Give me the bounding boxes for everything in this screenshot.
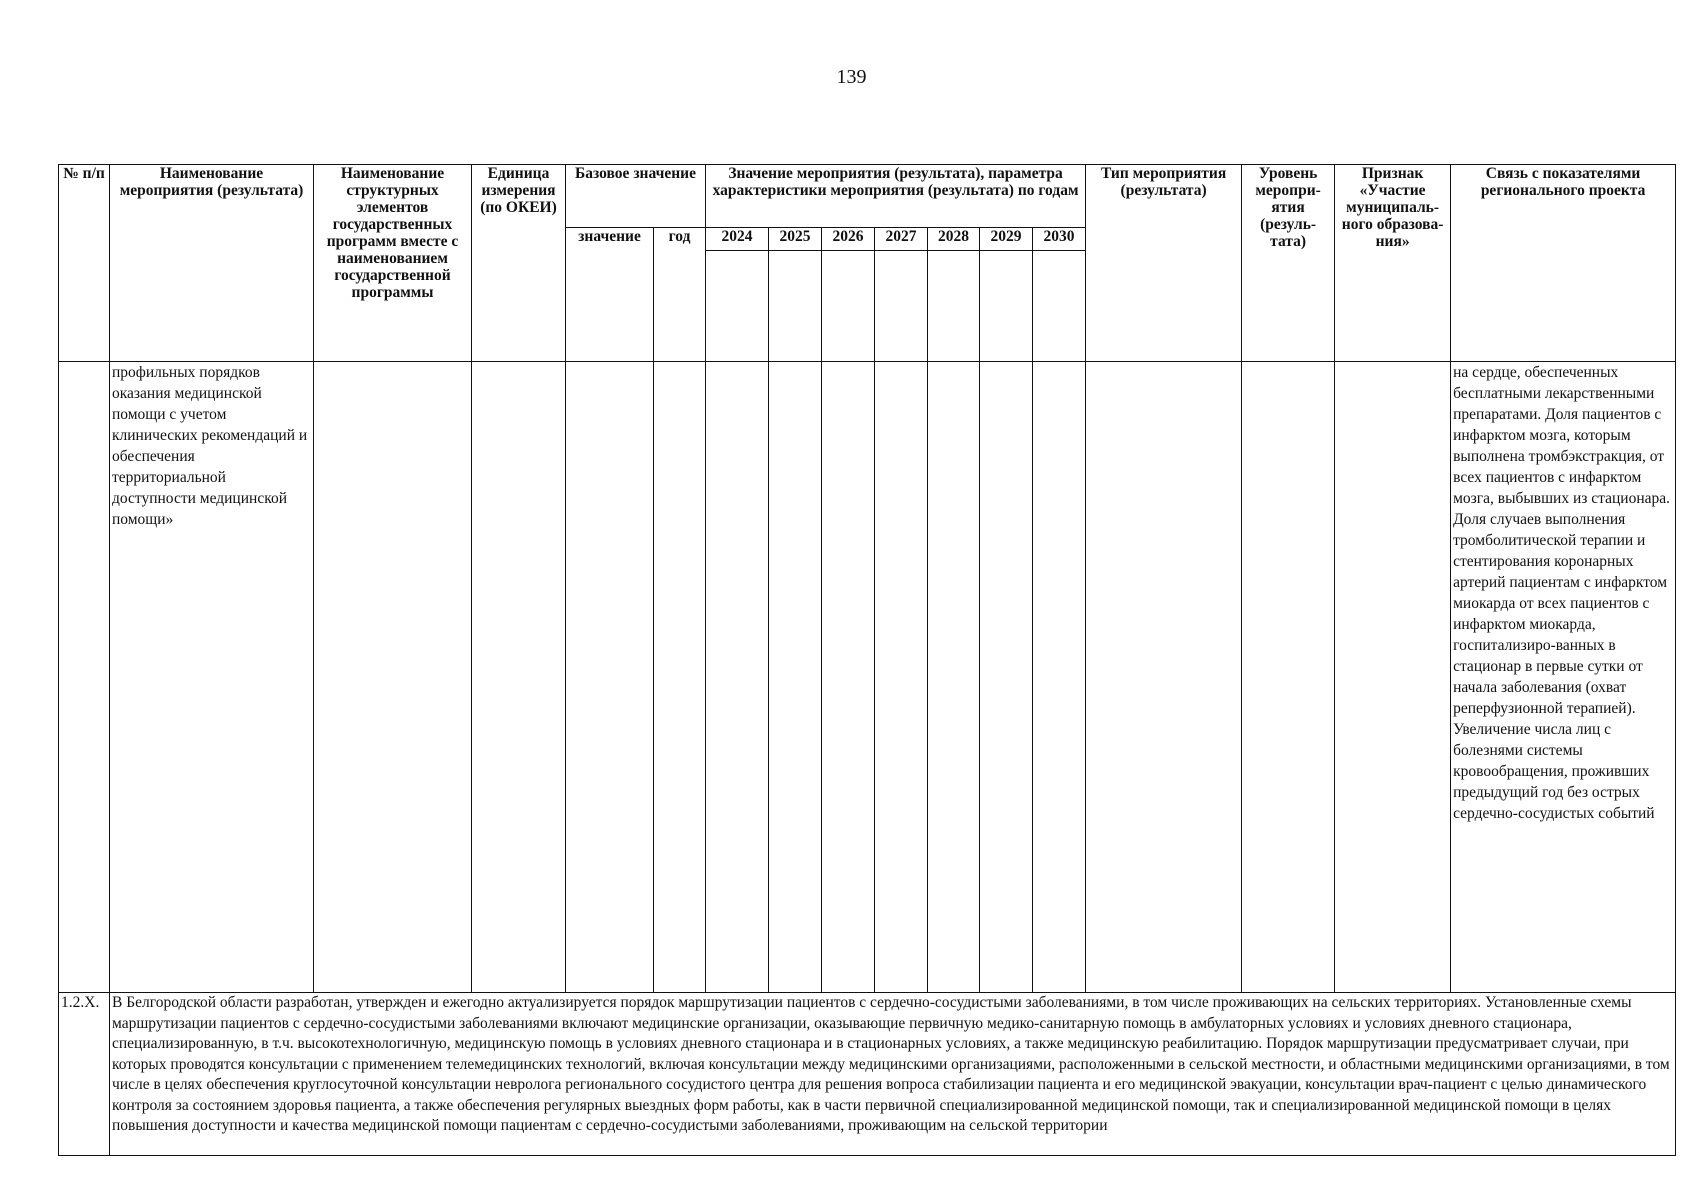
header-year-2027: 2027 [875,228,928,251]
header-name: Наименование мероприятия (результата) [110,165,314,362]
cell-2029 [980,362,1033,993]
page-number: 139 [836,66,867,88]
header-link: Связь с показателями регионального проекта [1451,165,1676,362]
cell-2026 [822,362,875,993]
header-year-2025: 2025 [769,228,822,251]
cell-link: на сердце, обеспеченных бесплатными лекарственными препаратами. Доля пациентов с инфарктом мозга, которым выполнена тромбэкстракция, от всех пациентов с инфарктом мозга, выбывших из стационара. Доля случаев выполнения тромболитической терапии и стентирования коронарных артерий пациентам с инфарктом миокарда от всех пациентов с инфарктом миокарда, госпитализиро-ванных в стационар в первые сутки от начала заболевания (охват реперфузионной терапией). Увеличение числа лиц с болезнями системы кровообращения, проживших предыдущий год без острых сердечно-сосудистых событий [1451,362,1676,993]
cell-base-value [566,362,654,993]
measures-table [58,164,1676,1156]
note-number: 1.2.Х. [59,993,110,1156]
header-year-2030-space [1033,251,1086,362]
header-year-2024: 2024 [706,228,769,251]
header-level: Уровень меропри-ятия (резуль-тата) [1242,165,1335,362]
header-year-2028: 2028 [928,228,980,251]
header-municipal: Признак «Участие муниципаль-ного образова-ния» [1335,165,1451,362]
cell-struct [314,362,472,993]
header-unit: Единица измерения (по ОКЕИ) [472,165,566,362]
header-year-2027-space [875,251,928,362]
cell-2027 [875,362,928,993]
header-values: Значение мероприятия (результата), параметра характеристики мероприятия (результата) по годам [706,165,1086,228]
cell-base-year [654,362,706,993]
header-year-2029: 2029 [980,228,1033,251]
cell-unit [472,362,566,993]
header-struct: Наименование структурных элементов государственных программ вместе с наименованием государственной программы [314,165,472,362]
cell-2025 [769,362,822,993]
cell-2024 [706,362,769,993]
cell-name: профильных порядков оказания медицинской помощи с учетом клинических рекомендаций и обеспечения территориальной доступности медицинской помощи» [110,362,314,993]
cell-type [1086,362,1242,993]
header-type: Тип мероприятия (результата) [1086,165,1242,362]
header-base: Базовое значение [566,165,706,228]
header-num: № п/п [59,165,110,362]
header-year-2029-space [980,251,1033,362]
header-year-2024-space [706,251,769,362]
header-base-year: год [654,228,706,362]
header-year-2026: 2026 [822,228,875,251]
header-year-2025-space [769,251,822,362]
cell-2028 [928,362,980,993]
note-text: В Белгородской области разработан, утвержден и ежегодно актуализируется порядок маршрутизации пациентов с сердечно-сосудистыми заболеваниями, в том числе проживающих на сельских территориях. Установленные схемы маршрутизации пациентов с сердечно-сосудистыми заболеваниями включают медицинские организации, оказывающие первичную медико-санитарную помощь в амбулаторных условиях и условиях дневного стационара, специализированную, в т.ч. высокотехнологичную, медицинскую помощь в условиях дневного стационара и в стационарных условиях, а также медицинскую реабилитацию. Порядок маршрутизации предусматривает случаи, при которых проводятся консультации с применением телемедицинских технологий, включая консультации между медицинскими организациями, расположенными в сельской местности, и областными медицинскими организациями, в том числе в целях обеспечения круглосуточной консультации невролога регионального сосудистого центра для решения вопроса стабилизации пациента и его медицинской эвакуации, консультации врач-пациент с целью динамического контроля за состоянием здоровья пациента, а также обеспечения регулярных выездных форм работы, как в части первичной специализированной медицинской помощи, так и специализированной медицинской помощи в целях повышения доступности и качества медицинской помощи пациентам с сердечно-сосудистыми заболеваниями, проживающим на сельской территории [110,993,1676,1156]
cell-num [59,362,110,993]
header-year-2028-space [928,251,980,362]
header-base-value: значение [566,228,654,362]
cell-level [1242,362,1335,993]
cell-2030 [1033,362,1086,993]
header-year-2026-space [822,251,875,362]
header-year-2030: 2030 [1033,228,1086,251]
table-row [59,993,1676,1156]
cell-municipal [1335,362,1451,993]
table-row [59,362,1676,993]
